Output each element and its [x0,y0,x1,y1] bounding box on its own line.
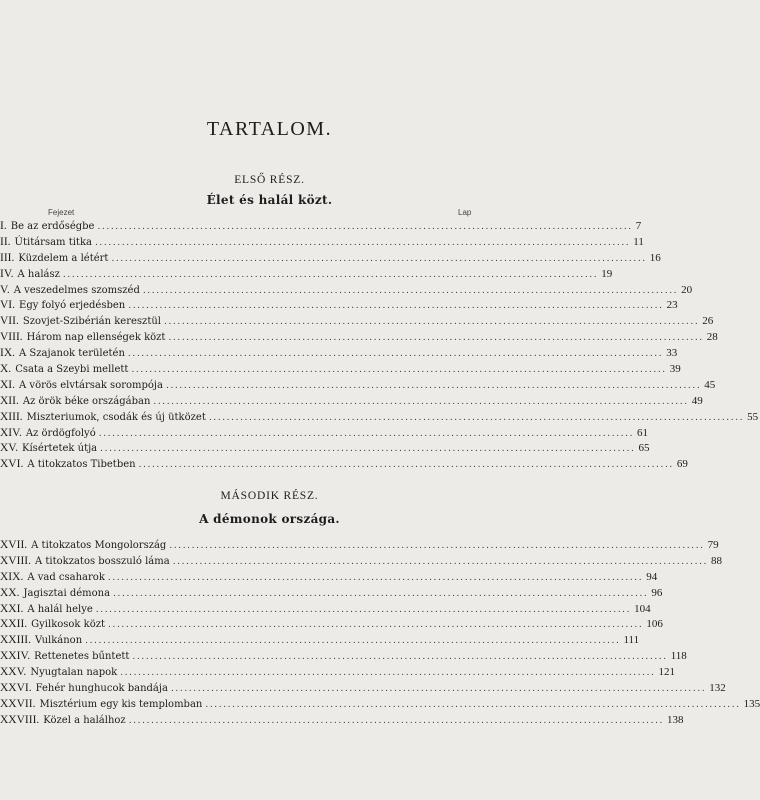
chapter-page-number: 16 [649,251,661,264]
toc-entry [0,331,718,347]
chapter-page-number: 96 [651,586,663,599]
chapter-title: Küzdelem a létért [18,252,109,264]
chapter-title: Miszteriumok, csodák és új ütközet [26,411,206,423]
chapter-title: Közel a halálhoz [43,714,126,726]
toc-entry [0,378,716,395]
toc-entry [0,570,658,587]
part-subtitle-first: Élet és halál közt. [206,193,333,207]
toc-entry [0,299,678,315]
chapter-page-number: 94 [646,570,658,583]
chapter-number: XVIII. [0,554,31,567]
chapter-number: XIII. [0,410,23,423]
part-subtitle-second: A démonok országa. [199,512,340,526]
dot-leader: ........................................................................................................................ [85,636,621,647]
column-header-page: Lap [458,208,472,217]
chapter-number: II. [0,235,11,248]
toc-entry [0,220,642,236]
toc-entry [0,442,650,458]
chapter-number: XXI. [0,602,24,615]
chapter-page-number: 55 [747,410,759,423]
chapter-title: Az ördögfolyó [25,427,96,439]
toc-entry [0,539,719,555]
dot-leader: ........................................................................................................................ [128,715,665,726]
chapter-page-number: 106 [646,618,663,631]
chapter-number: XXVI. [0,682,32,695]
chapter-number: XIX. [0,570,24,583]
chapter-title: Az örök béke országában [22,395,151,407]
chapter-title: A halász [17,268,60,280]
dot-leader: ........................................................................................................................ [113,588,649,599]
chapter-page-number: 118 [670,650,687,663]
dot-leader: ........................................................................................................................ [111,253,647,264]
chapter-title: Misztérium egy kis templomban [39,698,203,710]
chapter-title: A titokzatos Mongolország [31,540,167,551]
chapter-title: Vulkánon [34,635,83,647]
dot-leader: ........................................................................................................................ [100,444,636,455]
dot-leader: ........................................................................................................................ [163,317,700,328]
chapter-number: XVI. [0,458,24,471]
chapter-number: XXII. [0,618,28,631]
chapter-number: XI. [0,378,16,391]
dot-leader: ........................................................................................................................ [128,301,664,312]
dot-leader: ........................................................................................................................ [153,396,689,407]
toc-entry [0,602,651,619]
chapter-title: Rettenetes bűntett [34,651,130,663]
chapter-page-number: 49 [691,394,703,407]
dot-leader: ........................................................................................................................ [127,349,664,360]
chapter-number: XXVII. [0,697,36,710]
toc-entry [0,267,613,284]
dot-leader: ........................................................................................................................ [95,604,632,615]
chapter-number: XVII. [0,539,28,551]
toc-entry [0,426,649,443]
toc-entry [0,410,759,427]
chapter-number: XII. [0,394,19,407]
chapter-title: A titokzatos bosszuló láma [34,555,170,567]
chapter-page-number: 61 [637,426,649,439]
chapter-page-number: 132 [709,682,726,695]
toc-entry [0,235,644,252]
chapter-page-number: 26 [702,315,714,328]
chapter-title: A vörös elvtársak sorompója [19,379,163,391]
dot-leader: ........................................................................................................................ [62,269,599,280]
chapter-number: XX. [0,586,20,599]
chapter-title: Gyilkosok közt [31,619,106,631]
chapter-title: Három nap ellenségek közt [26,332,166,344]
dot-leader: ........................................................................................................................ [169,541,705,551]
chapter-title: A Szajanok területén [19,348,125,360]
toc-entry [0,666,676,682]
dot-leader: ........................................................................................................................ [165,380,702,391]
toc-entry [0,618,663,634]
chapter-number: IX. [0,347,16,360]
page-title: TARTALOM. [206,118,333,140]
toc-entry [0,634,640,650]
chapter-title: A halál helye [27,603,93,615]
dot-leader: ........................................................................................................................ [107,572,644,583]
chapter-page-number: 135 [743,697,760,710]
chapter-page-number: 65 [638,442,650,455]
chapter-page-number: 33 [666,347,678,360]
chapter-title: Egy folyó erjedésben [19,300,126,312]
dot-leader: ........................................................................................................................ [168,333,704,344]
dot-leader: ........................................................................................................................ [205,699,741,710]
chapter-number: XXVIII. [0,713,40,726]
chapter-page-number: 121 [658,666,676,679]
part-label-first: ELSŐ RÉSZ. [234,174,305,186]
chapter-number: IV. [0,267,14,280]
dot-leader: ........................................................................................................................ [108,620,644,631]
dot-leader: ........................................................................................................................ [132,652,668,663]
chapter-number: X. [0,363,12,376]
chapter-page-number: 7 [635,220,642,232]
chapter-title: Nyugtalan napok [30,667,118,679]
dot-leader: ........................................................................................................................ [98,428,635,439]
chapter-number: V. [0,283,10,296]
chapter-page-number: 88 [711,554,722,567]
chapter-page-number: 79 [707,539,719,551]
chapter-number: III. [0,251,15,264]
chapter-number: VIII. [0,331,23,344]
toc-entry [0,650,687,666]
dot-leader: ........................................................................................................................ [208,412,745,423]
dot-leader: ........................................................................................................................ [94,237,631,248]
toc-entry [0,682,726,698]
chapter-page-number: 111 [623,634,640,647]
toc-list-second-part [0,539,760,730]
chapter-number: XXIV. [0,650,31,663]
chapter-title: Be az erdőségbe [10,221,95,232]
toc-entry [0,347,678,363]
dot-leader: ........................................................................................................................ [142,285,679,296]
chapter-page-number: 104 [634,602,651,615]
toc-entry [0,283,693,300]
chapter-title: Fehér hunghucok bandája [35,683,168,695]
chapter-page-number: 39 [669,363,681,376]
chapter-title: Szovjet-Szibérián keresztül [22,316,161,328]
chapter-title: Kísértetek útja [22,443,98,455]
toc-entry [0,697,760,714]
dot-leader: ........................................................................................................................ [138,460,674,471]
chapter-page-number: 23 [666,299,678,312]
chapter-title: A veszedelmes szomszéd [13,284,140,296]
dot-leader: ........................................................................................................................ [131,365,667,376]
chapter-number: XXV. [0,666,27,679]
chapter-title: Útitársam titka [14,236,92,248]
chapter-page-number: 45 [704,378,716,391]
toc-entry [0,315,714,331]
toc-list-first-part [0,220,759,474]
toc-entry [0,554,722,571]
dot-leader: ........................................................................................................................ [172,556,708,567]
chapter-number: VII. [0,315,19,328]
dot-leader: ........................................................................................................................ [120,668,656,679]
dot-leader: ........................................................................................................................ [97,222,633,232]
toc-entry [0,251,661,268]
chapter-title: A titokzatos Tibetben [27,459,136,471]
chapter-number: XIV. [0,426,22,439]
chapter-page-number: 11 [633,235,644,248]
chapter-page-number: 69 [676,458,688,471]
toc-entry [0,458,688,474]
toc-entry [0,363,681,379]
chapter-number: XV. [0,442,19,455]
toc-entry [0,713,684,730]
toc-entry [0,586,663,603]
chapter-number: I. [0,220,7,232]
chapter-title: Csata a Szeybi mellett [15,364,129,376]
dot-leader: ........................................................................................................................ [170,684,707,695]
chapter-page-number: 138 [667,713,684,726]
chapter-page-number: 19 [601,267,613,280]
toc-entry [0,394,703,411]
part-label-second: MÁSODIK RÉSZ. [220,490,319,502]
chapter-number: VI. [0,299,16,312]
column-header-chapter: Fejezet [48,208,75,217]
chapter-page-number: 28 [706,331,718,344]
chapter-number: XXIII. [0,634,31,647]
chapter-title: A vad csaharok [27,571,105,583]
chapter-page-number: 20 [681,283,693,296]
chapter-title: Jagisztai démona [23,587,111,599]
